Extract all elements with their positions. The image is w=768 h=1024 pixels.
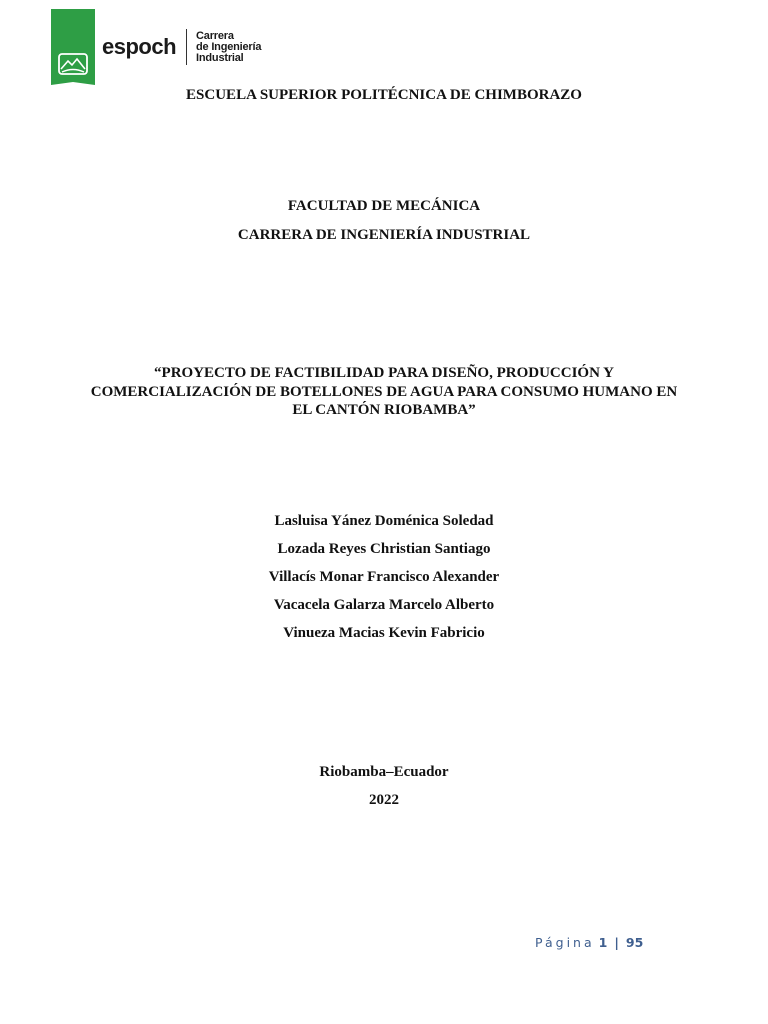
- author-name: Lozada Reyes Christian Santiago: [277, 541, 491, 557]
- author-name: Vinueza Macias Kevin Fabricio: [283, 625, 485, 641]
- project-title: [60, 364, 708, 420]
- logo-career-line: Carrera: [196, 29, 234, 42]
- logo-divider: [186, 29, 187, 65]
- espoch-logo: [51, 8, 261, 86]
- institution-name: ESCUELA SUPERIOR POLITÉCNICA DE CHIMBORAZO: [186, 87, 582, 103]
- year: 2022: [369, 792, 399, 808]
- career-name: CARRERA DE INGENIERÍA INDUSTRIAL: [237, 227, 531, 243]
- logo-career-line: de Ingeniería: [196, 40, 262, 53]
- title-line: “PROYECTO DE FACTIBILIDAD PARA DISEÑO, PRODUCCIÓN Y: [154, 365, 614, 381]
- logo-wordmark: espoch: [102, 34, 177, 59]
- logo-badge: [51, 9, 95, 85]
- title-line: COMERCIALIZACIÓN DE BOTELLONES DE AGUA PARA CONSUMO HUMANO EN: [90, 383, 678, 400]
- page-separator: |: [614, 935, 619, 950]
- logo-career-text: [196, 31, 261, 64]
- author-name: Villacís Monar Francisco Alexander: [268, 569, 500, 585]
- page-current: 1: [598, 935, 608, 950]
- mountain-shield-icon: [58, 53, 88, 77]
- logo-career-line: Industrial: [196, 51, 244, 64]
- title-line: EL CANTÓN RIOBAMBA”: [292, 402, 476, 418]
- page-label: Página: [535, 935, 595, 950]
- location: Riobamba–Ecuador: [319, 764, 449, 780]
- author-name: Vacacela Galarza Marcelo Alberto: [273, 597, 495, 613]
- author-name: Lasluisa Yánez Doménica Soledad: [274, 513, 494, 529]
- page-total: 95: [625, 935, 644, 950]
- faculty-name: FACULTAD DE MECÁNICA: [287, 198, 481, 214]
- page-number-footer: [535, 935, 643, 950]
